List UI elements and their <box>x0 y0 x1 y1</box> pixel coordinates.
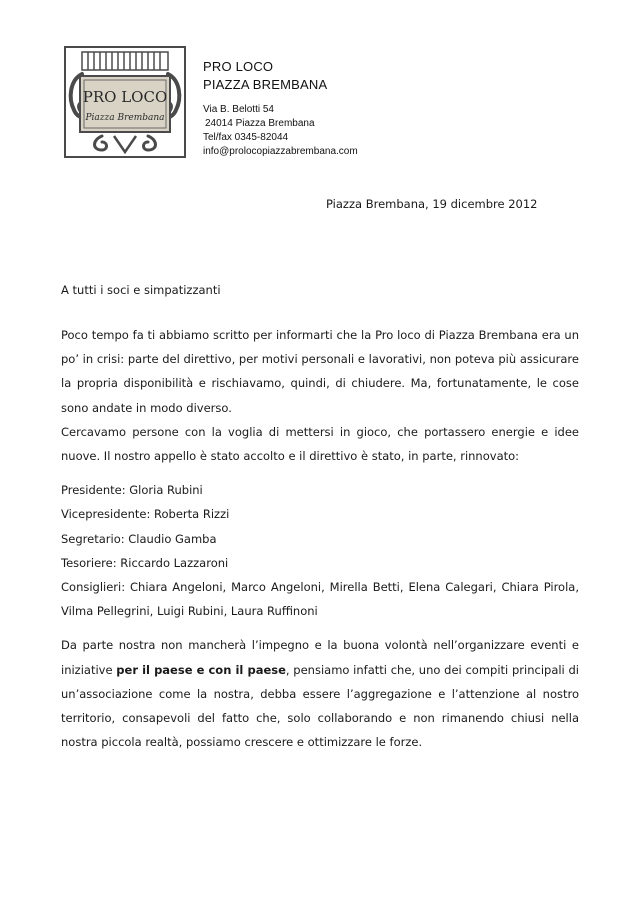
org-address-block <box>203 103 358 159</box>
board-treasurer: Tesoriere: Riccardo Lazzaroni <box>61 555 229 570</box>
logo-line2: Piazza Brembana <box>85 113 165 123</box>
organization-header <box>203 58 358 159</box>
paragraph-2: Cercavamo persone con la voglia di mettersi in gioco, che portassero energie e idee nuove. Il nostro appello è stato accolto e il direttivo è stato, in parte, rinnovato: <box>61 424 579 464</box>
letter-body <box>61 323 579 754</box>
paragraph-3 <box>61 633 579 754</box>
org-email: info@prolocopiazzabrembana.com <box>203 146 358 157</box>
org-address: Via B. Belotti 54 <box>203 104 274 115</box>
paragraph-3-bold: per il paese e con il paese <box>116 662 286 677</box>
board-president: Presidente: Gloria Rubini <box>61 483 203 498</box>
board-vicepresident: Vicepresidente: Roberta Rizzi <box>61 507 230 522</box>
paragraph-3-part1: Da parte nostra non mancherà l’impegno e la buona volontà nell’organizzare eventi e iniziative <box>61 638 579 677</box>
org-name-line2: PIAZZA BREMBANA <box>203 77 328 92</box>
org-telfax: Tel/fax 0345-82044 <box>203 132 289 143</box>
board-councillors: Consiglieri: Chiara Angeloni, Marco Angeloni, Mirella Betti, Elena Calegari, Chiara Pirola, Vilma Pellegrini, Luigi Rubini, Laura Ruffinoni <box>61 580 579 619</box>
logo-line1: PRO LOCO <box>82 88 168 106</box>
paragraph-1: Poco tempo fa ti abbiamo scritto per informarti che la Pro loco di Piazza Brembana era un po’ in crisi: parte del direttivo, per motivi personali e lavorativi, non poteva più assicurare la propria disponibilità e rischiavamo, quindi, di chiudere. Ma, fortunatamente, le cose sono andate in modo diverso. <box>61 328 579 415</box>
letter-greeting: A tutti i soci e simpatizzanti <box>61 283 221 297</box>
org-name-line1: PRO LOCO <box>203 59 274 74</box>
pro-loco-logo-icon <box>62 44 188 160</box>
org-city: 24014 Piazza Brembana <box>205 118 315 129</box>
paragraph-3-part2: , pensiamo infatti che, uno dei compiti principali di un’associazione come la nostra, debba essere l’aggregazione e l’attenzione al nostro territorio, consapevoli del fatto che, solo collaborando e non rimanendo chiusi nella nostra piccola realtà, possiamo crescere e ottimizzare le forze. <box>61 662 579 750</box>
letter-date: Piazza Brembana, 19 dicembre 2012 <box>326 197 538 211</box>
board-secretary: Segretario: Claudio Gamba <box>61 531 217 546</box>
pro-loco-logo <box>62 44 188 160</box>
